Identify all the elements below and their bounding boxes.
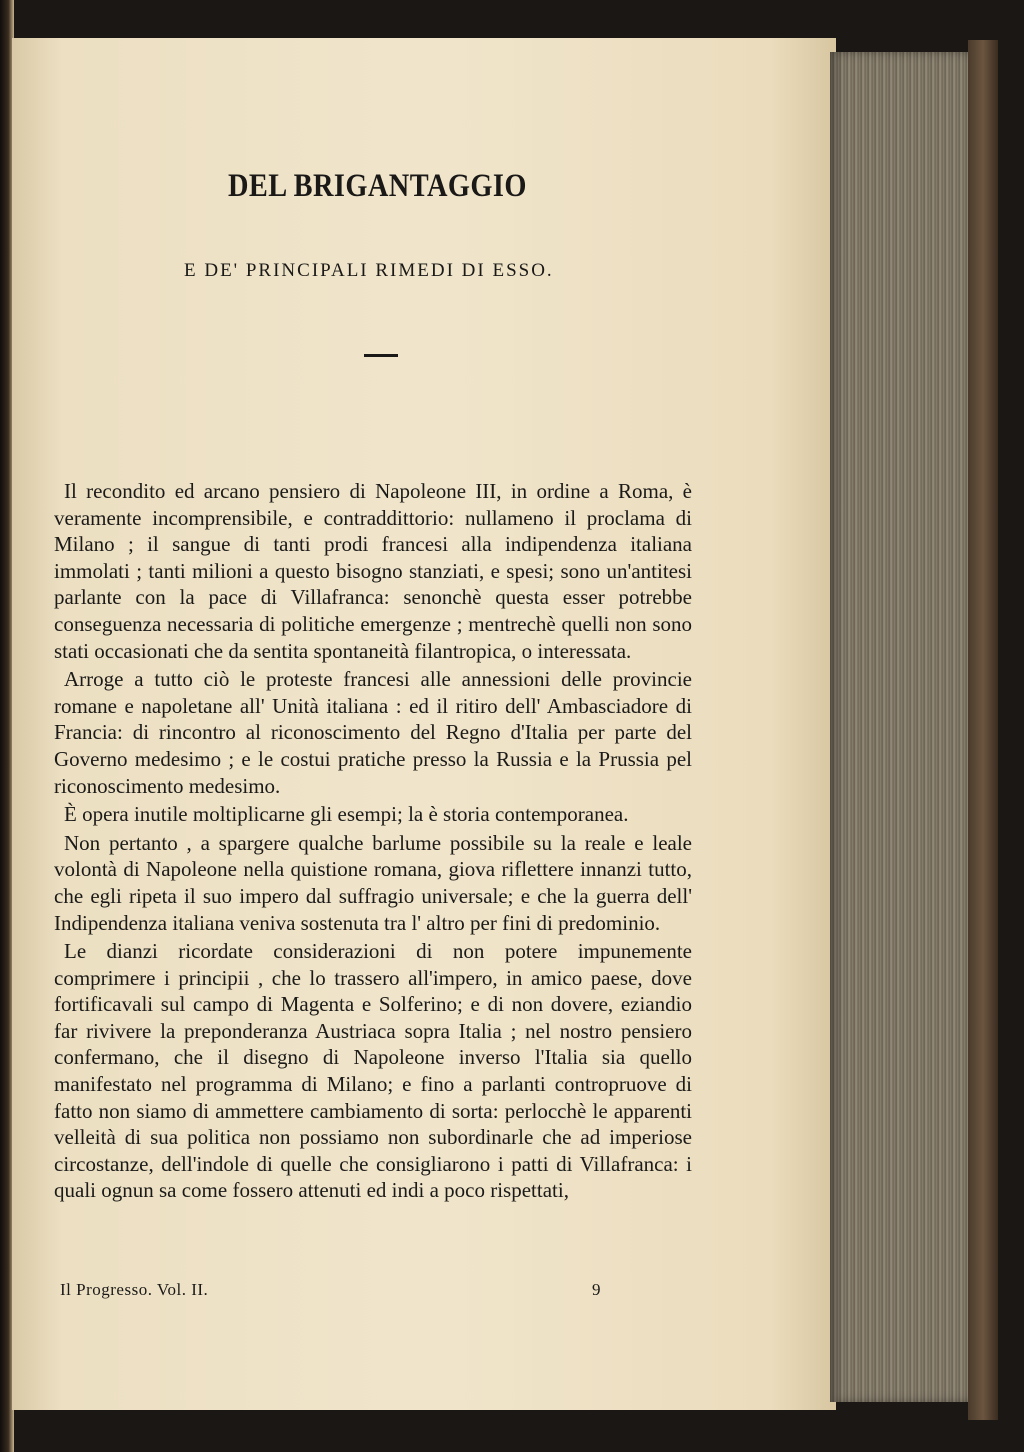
page-edges bbox=[830, 52, 978, 1402]
paragraph: È opera inutile moltiplicarne gli esempi; la è storia contemporanea. bbox=[64, 802, 629, 827]
running-footer-journal: Il Progresso. Vol. II. bbox=[60, 1280, 209, 1299]
paragraph: Le dianzi ricordate considerazioni di non potere impunemente comprimere i principii , che lo trassero all'impero, in amico paese, dove fortificavali sul campo di Magenta e Solferino; e di non dovere, eziandio far rivivere la preponderanza Austriaca sopra Italia ; nel nostro pensiero confermano, che il disegno di Napoleone inverso l'Italia sia quello manifestato nel programma di Milano; e fino a parlanti contropruove di fatto non siamo di ammettere cambiamento di sorta: perlocchè le apparenti velleità di sua politica non possiamo non subordinarle che ad imperiose circostanze, dell'indole di quelle che consigliarono i patti di Villafranca: i quali ognun sa come fossero attenuti ed indi a poco rispettati, bbox=[54, 939, 692, 1203]
page-footer bbox=[56, 1280, 656, 1304]
paragraph: Il recondito ed arcano pensiero di Napoleone III, in ordine a Roma, è veramente incomprensibile, e contraddittorio: nullameno il proclama di Milano ; il sangue di tanti prodi francesi alla indipendenza italiana immolati ; tanti milioni a questo bisogno stanziati, e spesi; sono un'antitesi parlante con la pace di Villafranca: senonchè questa esser potrebbe conseguenza necessaria di politiche emergenze ; mentrechè quelli non sono stati occasionati che da sentita spontaneità filantropica, o interessata. bbox=[54, 479, 692, 663]
article-title: DEL BRIGANTAGGIO bbox=[228, 168, 527, 204]
paragraph: Non pertanto , a spargere qualche barlume possibile su la reale e leale volontà di Napoleone nella quistione romana, giova riflettere innanzi tutto, che egli ripeta il suo impero dal suffragio universale; e che la guerra dell' Indipendenza italiana veniva sostenuta tra l' altro per fini di predominio. bbox=[54, 830, 692, 935]
book-cover-edge bbox=[968, 40, 998, 1420]
article-subtitle: E DE' PRINCIPALI RIMEDI DI ESSO. bbox=[184, 260, 554, 281]
paragraph: Arroge a tutto ciò le proteste francesi alle annessioni delle provincie romane e napoletane all' Unità italiana : ed il ritiro dell' Ambasciadore di Francia: di rincontro al riconoscimento del Regno d'Italia per parte del Governo medesimo ; e le costui pratiche presso la Russia e la Prussia pel riconoscimento medesimo. bbox=[54, 667, 692, 798]
article-body bbox=[54, 478, 692, 1204]
title-divider bbox=[364, 354, 398, 357]
page-number: 9 bbox=[592, 1280, 601, 1299]
